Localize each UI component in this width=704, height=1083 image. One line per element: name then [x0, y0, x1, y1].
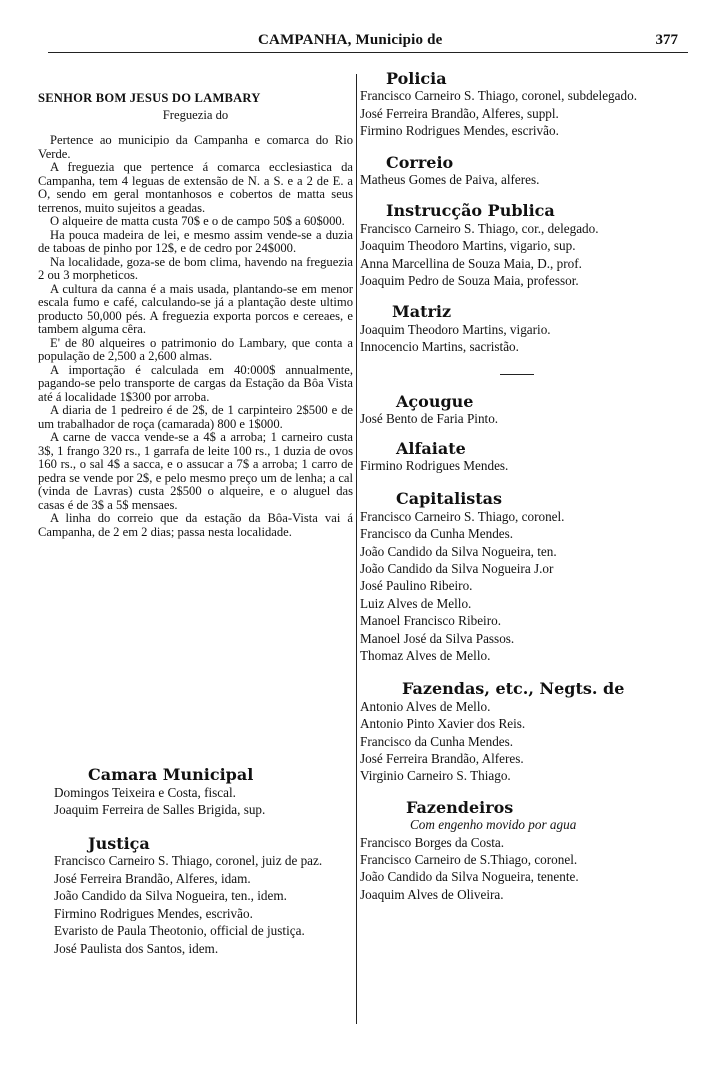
list-item: João Candido da Silva Nogueira, ten., idem.	[54, 888, 287, 903]
list-item: José Ferreira Brandão, Alferes.	[360, 751, 524, 766]
section-title-capitalistas: Capitalistas	[396, 489, 503, 509]
paragraph: A cultura da canna é a mais usada, plantando-se em menor escala fumo e café, calculando-se já a plantação deste ultimo producto 50,000 pés. A freguezia exporta porcos e cereaes, e tambem alguma cêra.	[38, 281, 353, 336]
left-lists	[54, 766, 354, 957]
parish-subheading: Freguezia do	[162, 107, 229, 122]
list-item: Firmino Rodrigues Mendes.	[360, 457, 509, 473]
list-item: João Candido da Silva Nogueira, tenente.	[360, 869, 579, 885]
list-item: Joaquim Ferreira de Salles Brigida, sup.	[54, 802, 266, 817]
paragraph: Na localidade, goza-se de bom clima, havendo na freguezia 2 ou 3 morpheticos.	[38, 254, 353, 282]
list-item: Francisco da Cunha Mendes.	[360, 526, 514, 542]
list-item: Luiz Alves de Mello.	[360, 595, 472, 611]
list-item: Francisco Carneiro de S.Thiago, coronel.	[360, 852, 578, 868]
section-title-justica: Justiça	[88, 833, 150, 853]
paragraph: A freguezia que pertence á comarca ecclesiastica da Campanha, tem 4 leguas de extensão de N. a S. e a 2 de E. a O, sendo em geral montanhosos e cobertos de matta seus terrenos, muito sujeitos a geadas.	[38, 160, 353, 215]
list-item: Antonio Alves de Mello.	[360, 698, 491, 714]
list-item: Manoel José da Silva Passos.	[360, 630, 515, 646]
section-title-alfaiate: Alfaiate	[396, 438, 466, 458]
list-item: Firmino Rodrigues Mendes, escrivão.	[54, 905, 253, 921]
list-item: Joaquim Alves de Oliveira.	[360, 886, 504, 902]
fazendeiros-subtitle: Com engenho movido por agua	[410, 817, 577, 833]
list-item: Firmino Rodrigues Mendes, escrivão.	[360, 123, 559, 139]
section-title-camara: Camara Municipal	[88, 765, 254, 784]
list-item: José Paulino Ribeiro.	[360, 578, 473, 594]
parish-paragraphs	[38, 134, 353, 539]
paragraph: A importação é calculada em 40:000$ annualmente, pagando-se pelo transporte de cargas da Estação da Bôa Vista até á localidade 1$300 por arroba.	[38, 362, 353, 404]
list-item: Francisco Borges da Costa.	[360, 834, 505, 850]
list-item: Anna Marcellina de Souza Maia, D., prof.	[360, 255, 582, 271]
list-item: Francisco da Cunha Mendes.	[360, 733, 514, 749]
section-title-fazendas: Fazendas, etc., Negts. de	[402, 679, 625, 699]
list-item: João Candido da Silva Nogueira, ten.	[360, 543, 557, 559]
page-header	[48, 30, 688, 54]
parish-description	[38, 92, 353, 539]
parish-heading: SENHOR BOM JESUS DO LAMBARY	[38, 91, 261, 105]
list-item: Joaquim Pedro de Souza Maia, professor.	[360, 273, 579, 289]
section-title-policia: Policia	[386, 69, 447, 88]
page-number: 377	[655, 32, 678, 48]
list-item: Virginio Carneiro S. Thiago.	[360, 768, 511, 784]
list-item: Evaristo de Paula Theotonio, official de justiça.	[54, 923, 305, 938]
list-item: Domingos Teixeira e Costa, fiscal.	[54, 784, 236, 800]
paragraph: E' de 80 alqueires o patrimonio do Lambary, que conta a população de 2,500 a 2,600 almas.	[38, 335, 353, 363]
right-lists	[360, 70, 680, 903]
list-item: Matheus Gomes de Paiva, alferes.	[360, 172, 540, 188]
list-item: José Paulista dos Santos, idem.	[54, 940, 219, 956]
list-item: Manoel Francisco Ribeiro.	[360, 613, 501, 629]
list-item: José Ferreira Brandão, Alferes, suppl.	[360, 105, 559, 121]
paragraph: Pertence ao municipio da Campanha e comarca do Rio Verde.	[38, 133, 353, 161]
list-item: José Ferreira Brandão, Alferes, idam.	[54, 870, 251, 886]
list-item: José Bento de Faria Pinto.	[360, 411, 499, 427]
list-item: Joaquim Theodoro Martins, vigario.	[360, 321, 551, 337]
paragraph: Ha pouca madeira de lei, e mesmo assim vende-se a duzia de taboas de pinho por 12$, e de cedro por 24$000.	[38, 227, 353, 255]
paragraph: O alqueire de matta custa 70$ e o de campo 50$ a 60$000.	[50, 214, 345, 228]
list-item: João Candido da Silva Nogueira J.or	[360, 560, 554, 576]
list-item: Francisco Carneiro S. Thiago, coronel.	[360, 508, 565, 524]
column-divider	[356, 74, 357, 1024]
paragraph: A diaria de 1 pedreiro é de 2$, de 1 carpinteiro 2$500 e de um trabalhador de roça (camarada) 800 e 1$000.	[38, 403, 353, 431]
section-title-fazendeiros: Fazendeiros	[406, 797, 514, 817]
list-item: Francisco Carneiro S. Thiago, coronel, subdelegado.	[360, 88, 637, 104]
running-title: CAMPANHA, Municipio de	[258, 32, 443, 48]
section-title-instrucao: Instrucção Publica	[386, 201, 555, 221]
paragraph: A linha do correio que da estação da Bôa-Vista vai á Campanha, de 2 em 2 dias; passa nesta localidade.	[38, 511, 353, 539]
paragraph: A carne de vacca vende-se a 4$ a arroba; 1 carneiro custa 3$, 1 frango 320 rs., 1 garrafa de leite 100 rs., 1 duzia de ovos 160 rs., o sal 4$ a sacca, e o assucar a 7$ a arroba; 1 carro de pedra se vende por 2$, e pelo mesmo preço um de lenha; a cal (vinda de Lavras) custa 2$500 o alqueire, e o aluguel das casas é de 3$ a 5$ mensaes.	[38, 430, 353, 512]
section-title-correio: Correio	[386, 152, 454, 172]
list-item: Joaquim Theodoro Martins, vigario, sup.	[360, 238, 576, 254]
list-item: Thomaz Alves de Mello.	[360, 647, 491, 663]
section-separator	[500, 374, 534, 375]
list-item: Innocencio Martins, sacristão.	[360, 339, 519, 355]
list-item: Antonio Pinto Xavier dos Reis.	[360, 716, 526, 732]
section-title-acougue: Açougue	[396, 391, 474, 411]
header-rule	[48, 52, 688, 53]
section-title-matriz: Matriz	[392, 302, 452, 322]
list-item: Francisco Carneiro S. Thiago, cor., delegado.	[360, 220, 599, 236]
list-item: Francisco Carneiro S. Thiago, coronel, juiz de paz.	[54, 853, 323, 868]
